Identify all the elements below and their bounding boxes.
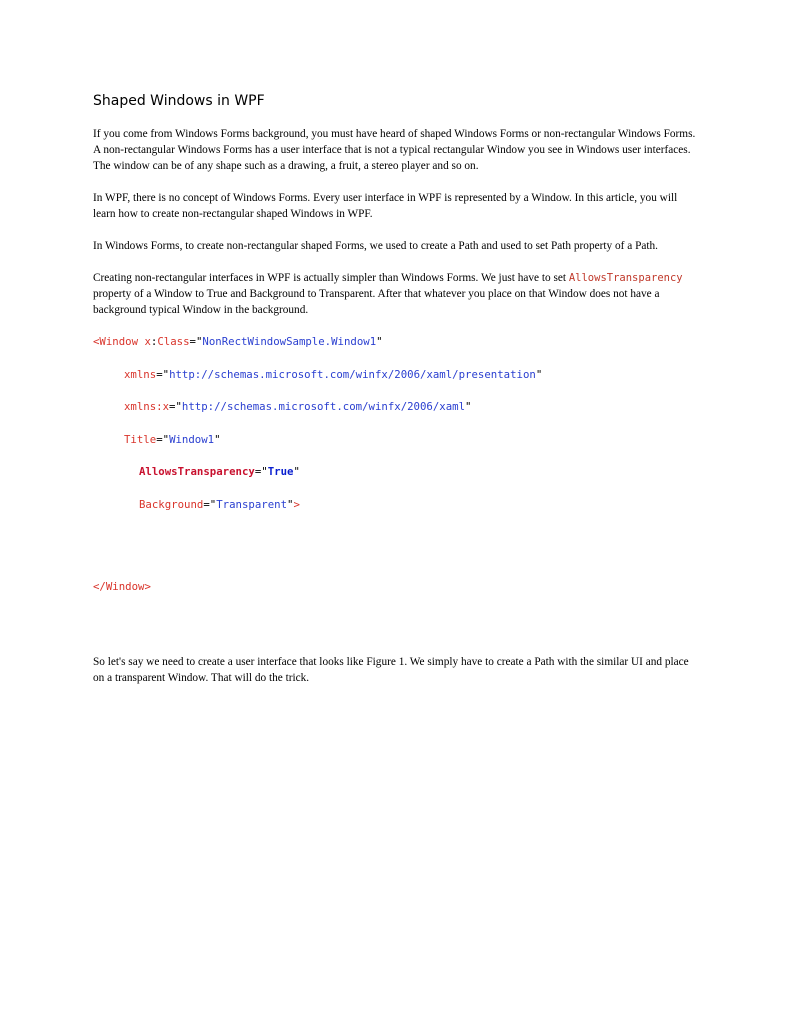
code-bg-value: Transparent	[216, 497, 288, 511]
code-quote: "	[535, 367, 543, 381]
code-gt: >	[293, 497, 300, 511]
code-quote: "	[287, 497, 294, 511]
code-eq: =	[156, 432, 163, 446]
code-quote: "	[214, 432, 221, 446]
code-colon: :	[150, 335, 158, 348]
code-bg-attr: Background	[139, 497, 204, 511]
code-line-window-close	[93, 579, 698, 595]
code-quote: "	[293, 465, 300, 479]
inline-code-allows-transparency: AllowsTransparency	[568, 272, 683, 284]
code-class-attr: Class	[157, 335, 190, 348]
code-quote: "	[376, 335, 383, 348]
paragraph-text-before: Creating non-rectangular interfaces in WPF is actually simpler than Windows Forms. We just have to set	[93, 272, 569, 284]
blank-space	[93, 611, 698, 654]
code-open-tag: <Window	[93, 335, 139, 348]
code-xmlns-attr: xmlns	[124, 367, 157, 381]
code-title-value: Window1	[169, 432, 215, 446]
document-page	[93, 92, 698, 702]
paragraph-wpf-window: In WPF, there is no concept of Windows Forms. Every user interface in WPF is represented by a Window. In this article, you will learn how to create non-rectangular shaped Windows in WPF.	[93, 192, 678, 220]
code-eq: =	[189, 335, 196, 348]
paragraph-text-after: property of a Window to True and Background to Transparent. After that whatever you place on that Window does not have a background typical Window in the background.	[93, 288, 660, 316]
code-quote: "	[162, 367, 170, 381]
code-allows-value: True	[267, 465, 294, 479]
code-line-window-open	[93, 334, 698, 350]
code-allows-attr: AllowsTransparency	[139, 465, 255, 479]
code-xmlns-x-attr: xmlns:x	[124, 400, 170, 414]
xaml-code-block	[93, 334, 698, 595]
paragraph-windows-forms-path: In Windows Forms, to create non-rectangular shaped Forms, we used to create a Path and used to set Path property of a Path.	[93, 240, 658, 252]
code-eq: =	[203, 497, 210, 511]
code-line-background	[93, 497, 698, 513]
code-eq: =	[169, 400, 176, 414]
code-quote: "	[261, 465, 268, 479]
code-quote: "	[162, 432, 170, 446]
code-blank-space	[93, 530, 698, 579]
paragraph-intro: If you come from Windows Forms background, you must have heard of shaped Windows Forms or non-rectangular Windows Forms. A non-rectangular Windows Forms has a user interface that is not a typical rectangular Window you see in Windows user interfaces. The window can be of any shape such as a drawing, a fruit, a stereo player and so on.	[93, 128, 696, 172]
document-title: Shaped Windows in WPF	[93, 93, 265, 109]
code-xmlns-x-value: http://schemas.microsoft.com/winfx/2006/xaml	[181, 400, 466, 414]
code-quote: "	[195, 335, 203, 348]
paragraph-allows-transparency	[93, 270, 698, 318]
code-line-xmlns-x	[93, 399, 698, 415]
code-eq: =	[254, 465, 262, 479]
code-line-xmlns	[93, 367, 698, 383]
code-xmlns-value: http://schemas.microsoft.com/winfx/2006/xaml/presentation	[169, 367, 536, 381]
code-class-value: NonRectWindowSample.Window1	[202, 335, 377, 348]
code-quote: "	[465, 400, 472, 414]
paragraph-figure-intro: So let's say we need to create a user interface that looks like Figure 1. We simply have to create a Path with the similar UI and place on a transparent Window. That will do the trick.	[93, 656, 689, 685]
code-x-prefix: x	[144, 335, 151, 348]
code-quote: "	[209, 497, 217, 511]
code-close-tag: </Window>	[93, 579, 151, 593]
code-title-attr: Title	[124, 432, 157, 446]
code-line-allows-transparency	[93, 464, 698, 480]
code-quote: "	[175, 400, 182, 414]
code-eq: =	[156, 367, 163, 381]
code-line-title	[93, 432, 698, 448]
